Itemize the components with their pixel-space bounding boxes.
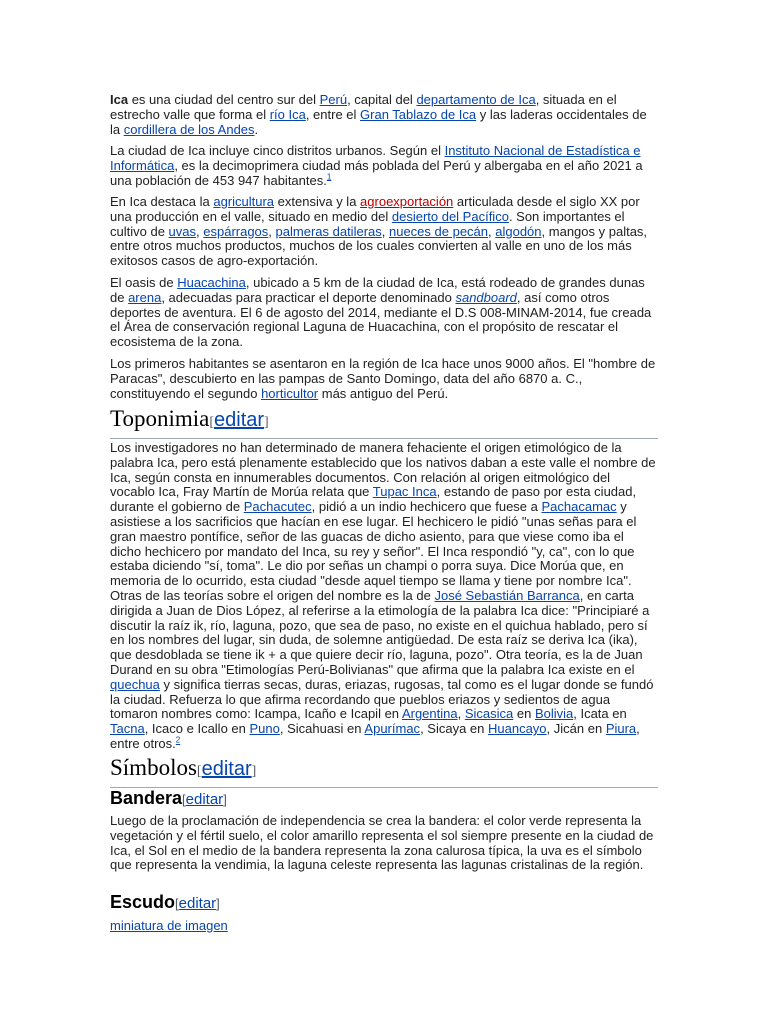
- link-agroexportacion[interactable]: agroexportación: [360, 194, 454, 209]
- text: , adecuadas para practicar el deporte denominado: [161, 289, 456, 305]
- subsection-title: Bandera: [110, 788, 183, 808]
- text: es una ciudad del centro sur del: [128, 92, 320, 107]
- edit-section-toponimia: [209, 409, 269, 431]
- text: , ubicado a 5 km de la ciudad de Ica, está rodeado de grandes dunas de: [110, 275, 645, 305]
- link-gran-tablazo[interactable]: Gran Tablazo de Ica: [360, 106, 477, 122]
- link-arena[interactable]: arena: [128, 289, 162, 305]
- bracket: [: [209, 415, 214, 430]
- intro-paragraph-3: [110, 195, 658, 269]
- text: y asistiese a los sacrificios que hacían en ese lugar. El hechicero le pidió "unas señas para el gran maestro pontífice, señor de las guacas de dicho asiento, para que viese como iba el dicho hechicero por mandato del Inca, su rey y señor". El Inca respondió "y, ca", con lo que estaba diciendo "sí, toma". Le dio por señas un champi o porra suya. Dice Morúa que, en memoria de lo ocurrido, esta ciudad "desde aquel tiempo se llama y tiene por nombre Ica". Otras de las teorías sobre el origen del nombre es la de: [110, 499, 637, 603]
- link-tupac-inca[interactable]: Tupac Inca: [372, 484, 437, 500]
- link-agricultura[interactable]: agricultura: [213, 194, 275, 209]
- link-palmeras-datileras[interactable]: palmeras datileras: [275, 223, 382, 239]
- link-piura[interactable]: Piura: [605, 721, 637, 737]
- reference-1[interactable]: 1: [326, 172, 332, 182]
- text: ,: [268, 223, 276, 239]
- bracket: ]: [264, 415, 269, 430]
- intro-section: [110, 93, 658, 137]
- text: .: [254, 121, 259, 137]
- edit-link-bandera[interactable]: editar: [185, 791, 224, 808]
- subsection-heading-escudo: [110, 891, 220, 915]
- intro-paragraph-1: [110, 93, 658, 137]
- text: , mangos y paltas, entre otros muchos productos, muchos de los cuales convierten al valle en uno de los más exitosos casos de agro-exportación.: [110, 223, 648, 269]
- link-departamento-de-ica[interactable]: departamento de Ica: [416, 92, 536, 107]
- text: extensiva y la: [274, 194, 361, 209]
- text: , entre el: [305, 106, 361, 122]
- text: ,: [381, 223, 389, 239]
- text: ,: [196, 223, 204, 239]
- section-title: Símbolos: [110, 755, 197, 780]
- edit-section-bandera: [182, 792, 227, 807]
- link-sicasica[interactable]: Sicasica: [464, 706, 514, 722]
- link-cordillera-andes[interactable]: cordillera de los Andes: [123, 121, 255, 137]
- link-sandboard[interactable]: sandboard: [455, 289, 517, 305]
- subsection-heading-bandera: [110, 787, 227, 811]
- link-desierto-pacifico[interactable]: desierto del Pacífico: [391, 208, 509, 224]
- text: El oasis de: [110, 275, 178, 290]
- link-huancayo[interactable]: Huancayo: [488, 721, 547, 737]
- bracket: ]: [251, 764, 257, 779]
- text: , Icata en: [573, 706, 627, 722]
- text: , Icaco e Icallo en: [144, 721, 250, 737]
- section-heading-simbolos: [110, 755, 658, 788]
- section-title: Toponimia: [110, 406, 210, 431]
- text: , Sicaya en: [420, 721, 488, 737]
- text: , es la decimoprimera ciudad más poblada del Perú y albergaba en el año 2021 a una población de 453 947 habitantes.: [110, 157, 643, 188]
- text: , Jicán en: [546, 721, 606, 737]
- link-jose-sebastian-barranca[interactable]: José Sebastián Barranca: [434, 587, 580, 603]
- link-tacna[interactable]: Tacna: [110, 721, 145, 737]
- text: , pidió a un indio hechicero que fuese a: [311, 499, 542, 515]
- link-esparragos[interactable]: espárragos: [203, 223, 269, 239]
- bracket: ]: [223, 792, 227, 807]
- bracket: [: [182, 792, 186, 807]
- image-thumbnail-link[interactable]: miniatura de imagen: [110, 918, 228, 933]
- edit-section-simbolos: [196, 758, 257, 780]
- text: . Son importantes el cultivo de: [110, 208, 625, 239]
- bracket: [: [196, 764, 202, 779]
- escudo-image-placeholder: [110, 919, 658, 934]
- text: ,: [457, 706, 465, 722]
- link-quechua[interactable]: quechua: [110, 676, 160, 692]
- link-rio-ica[interactable]: río Ica: [269, 106, 306, 122]
- link-apurimac[interactable]: Apurímac: [364, 721, 421, 737]
- edit-link-simbolos[interactable]: editar: [201, 758, 252, 780]
- link-peru[interactable]: Perú: [319, 92, 348, 107]
- link-horticultor[interactable]: horticultor: [261, 385, 319, 401]
- text: y las laderas occidentales de la: [110, 106, 647, 137]
- intro-paragraph-5: [110, 357, 658, 401]
- text: , capital del: [347, 92, 417, 107]
- link-puno[interactable]: Puno: [249, 721, 280, 737]
- intro-paragraph-4: [110, 276, 658, 350]
- link-uvas[interactable]: uvas: [168, 223, 197, 239]
- subsection-title: Escudo: [110, 892, 176, 912]
- text: en: [513, 706, 535, 722]
- reference-2[interactable]: 2: [175, 735, 181, 745]
- text: , estando de paso por esta ciudad, durante el gobierno de: [110, 484, 637, 515]
- link-bolivia[interactable]: Bolivia: [534, 706, 574, 722]
- edit-link-toponimia[interactable]: editar: [214, 409, 265, 431]
- text: La ciudad de Ica incluye cinco distritos urbanos. Según el: [110, 143, 445, 158]
- text: Los primeros habitantes se asentaron en la región de Ica hace unos 9000 años. El "hombre de Paracas", descubierto en las pampas de Santo Domingo, data del año 6870 a. C., constituyendo el segundo: [110, 356, 656, 401]
- text: , Sicahuasi en: [279, 721, 365, 737]
- link-argentina[interactable]: Argentina: [401, 706, 458, 722]
- toponimia-paragraph: [110, 441, 658, 752]
- text: y significa tierras secas, duras, eriazas, rugosas, tal como es el lugar donde se fundó la ciudad. Refuerza lo que afirma recordando que pueblos eriazos y sedientos de agua tomaron nombres como: Icampa, Icaño e Icapil en: [110, 676, 654, 722]
- link-inei[interactable]: Instituto Nacional de Estadística e Informática: [110, 143, 641, 173]
- text: , entre otros.: [110, 721, 640, 751]
- intro-paragraph-2: [110, 144, 658, 188]
- link-nueces-pecan[interactable]: nueces de pecán: [388, 223, 489, 239]
- text: articulada desde el siglo XX por una producción en el valle, situado en medio del: [110, 194, 640, 224]
- text: Los investigadores no han determinado de manera fehaciente el origen etimológico de la palabra Ica, pero está plenamente establecido que los nativos daban a este valle el nombre de Ica, según consta en innumerables documentos. Con relación al origen eitmológico del vocablo Ica, Fray Martín de Morúa relata que: [110, 440, 656, 500]
- bracket: ]: [216, 896, 220, 911]
- text: En Ica destaca la: [110, 194, 214, 209]
- bandera-paragraph: Luego de la proclamación de independencia se crea la bandera: el color verde representa la vegetación y el fértil suelo, el color amarillo representa el sol siempre presente en la ciudad de Ica, el Sol en el medio de la bandera representa la zona calurosa típica, la uva es el símbolo que representa la vendimia, la laguna celeste representa las lagunas cristalinas de la región.: [110, 813, 654, 873]
- link-pachacutec[interactable]: Pachacutec: [243, 499, 312, 515]
- edit-link-escudo[interactable]: editar: [178, 895, 217, 912]
- link-algodon[interactable]: algodón: [495, 223, 542, 239]
- text: más antiguo del Perú.: [318, 385, 449, 401]
- text: ,: [488, 223, 496, 239]
- article-subject: Ica: [110, 92, 129, 107]
- edit-section-escudo: [175, 896, 220, 911]
- bracket: [: [175, 896, 179, 911]
- link-pachacamac[interactable]: Pachacamac: [541, 499, 617, 515]
- link-huacachina[interactable]: Huacachina: [177, 275, 246, 290]
- text: , situada en el estrecho valle que forma el: [110, 92, 617, 122]
- text: , así como otros deportes de aventura. El 6 de agosto del 2014, mediante el D.S 008-MINAM-2014, fue creada el Área de conservación regional Laguna de Huacachina, con el propósito de rescatar el ecosistema de la zona.: [110, 289, 652, 350]
- text: , en carta dirigida a Juan de Dios López, al referirse a la etimología de la palabra Ica dice: "Principiaré a discutir la raíz ik, río, laguna, pozo, que sea de paso, no existe en el quichua hablado, pero sí en los nombres del lugar, sin duda, de solemne antigüedad. De esta raíz se deriva Ica (ika), que desdoblada se tiene ik + a que quiere decir río, laguna, pozo". Otra teoría, es la de Juan Durand en su obra "Etimologías Perú-Bolivianas" que afirma que la palabra Ica existe en el: [110, 587, 650, 677]
- section-heading-toponimia: [110, 406, 658, 439]
